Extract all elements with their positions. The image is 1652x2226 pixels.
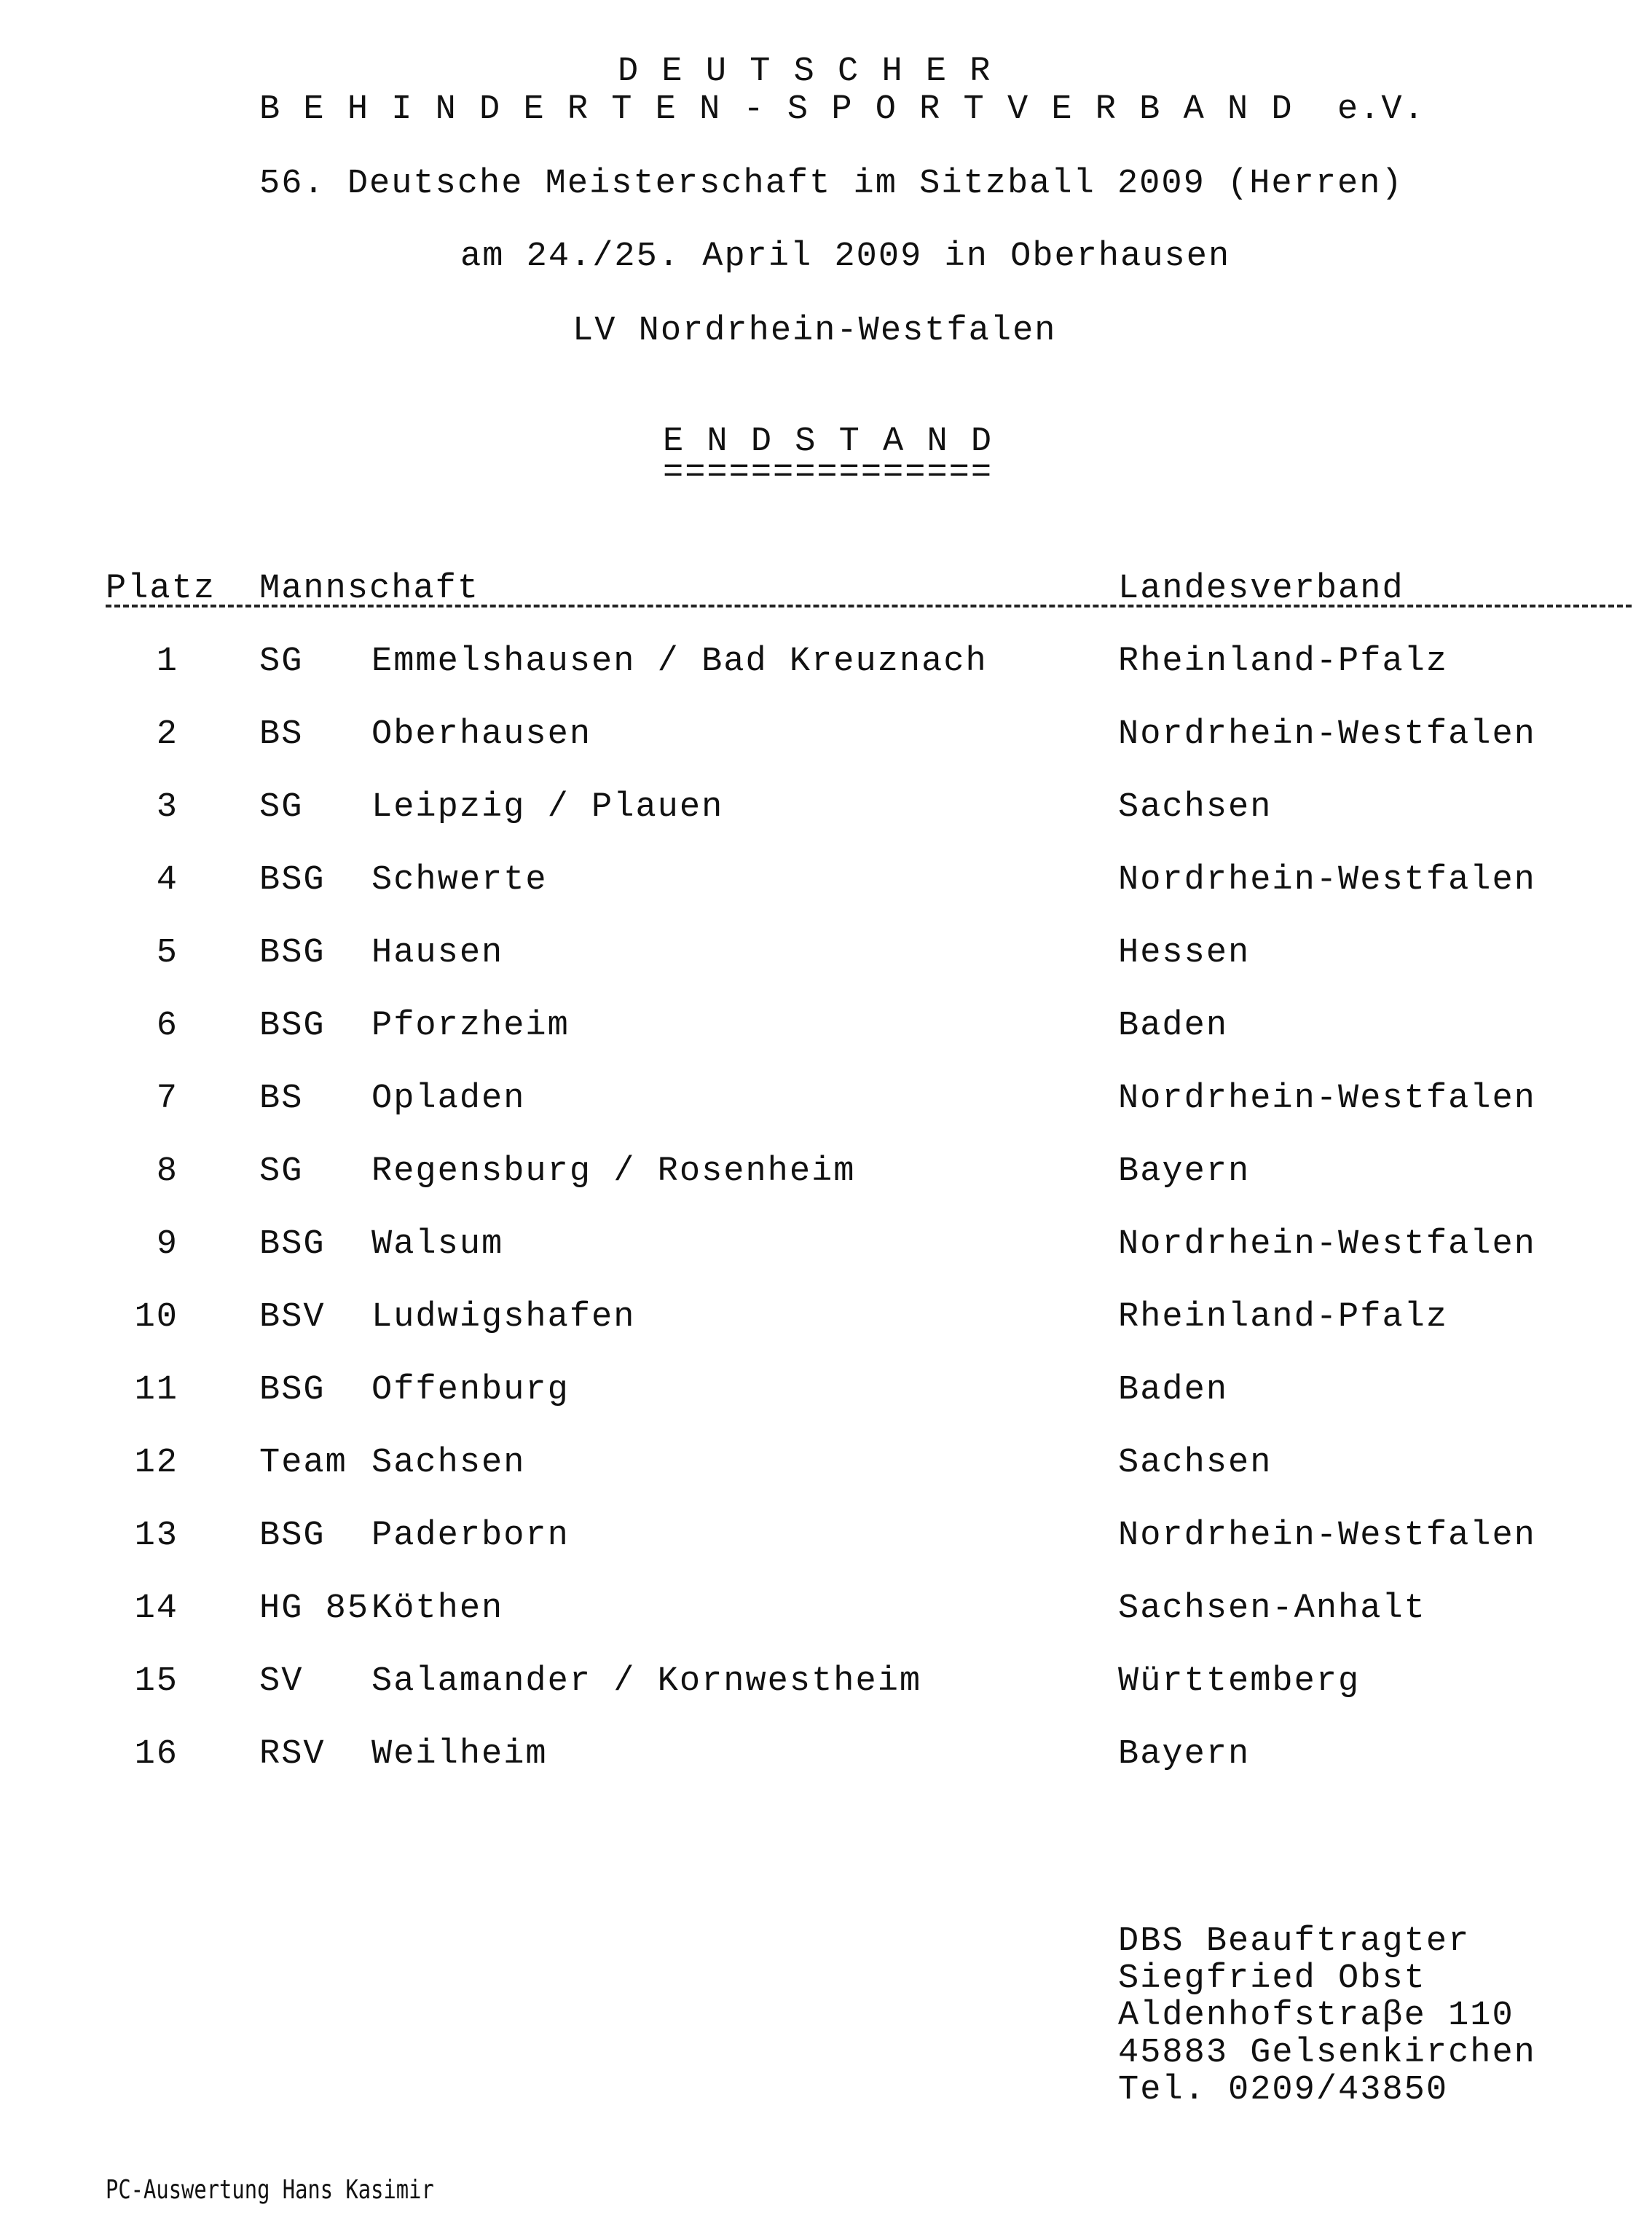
row-club-type: BSG: [259, 934, 326, 972]
table-row: [0, 715, 1652, 759]
table-row: [0, 1662, 1652, 1706]
table-row: [0, 788, 1652, 832]
row-platz: 9: [156, 1225, 178, 1264]
row-landesverband: Nordrhein-Westfalen: [1118, 1079, 1536, 1118]
row-landesverband: Hessen: [1118, 934, 1251, 972]
row-platz: 12: [134, 1444, 178, 1482]
footer-note: PC-Auswertung Hans Kasimir: [106, 2175, 434, 2205]
row-club-type: SG: [259, 1152, 304, 1191]
row-landesverband: Sachsen-Anhalt: [1118, 1589, 1426, 1628]
row-platz: 7: [156, 1079, 178, 1118]
signature-line-5: Tel. 0209/43850: [1118, 2071, 1449, 2109]
row-platz: 16: [134, 1735, 178, 1774]
row-platz: 8: [156, 1152, 178, 1191]
row-club-type: Team: [259, 1444, 347, 1482]
table-row: [0, 1007, 1652, 1050]
row-platz: 3: [156, 788, 178, 827]
table-row: [0, 934, 1652, 978]
row-club-type: BSG: [259, 1371, 326, 1409]
table-row: [0, 1079, 1652, 1123]
header-line-2: B E H I N D E R T E N - S P O R T V E R B A N D e.V.: [259, 90, 1425, 129]
column-header-platz: Platz: [106, 570, 216, 608]
row-platz: 14: [134, 1589, 178, 1628]
row-team-name: Offenburg: [371, 1371, 570, 1409]
row-landesverband: Nordrhein-Westfalen: [1118, 715, 1536, 754]
row-team-name: Hausen: [371, 934, 504, 972]
row-team-name: Ludwigshafen: [371, 1298, 636, 1337]
page-title: E N D S T A N D: [663, 422, 994, 461]
row-club-type: SV: [259, 1662, 304, 1701]
row-team-name: Emmelshausen / Bad Kreuznach: [371, 642, 988, 681]
row-team-name: Opladen: [371, 1079, 526, 1118]
row-club-type: SG: [259, 642, 304, 681]
row-team-name: Sachsen: [371, 1444, 526, 1482]
header-line-1: D E U T S C H E R: [618, 52, 992, 91]
table-row: [0, 1371, 1652, 1415]
row-club-type: BS: [259, 1079, 304, 1118]
row-landesverband: Bayern: [1118, 1152, 1251, 1191]
row-landesverband: Baden: [1118, 1007, 1229, 1045]
row-platz: 11: [134, 1371, 178, 1409]
row-platz: 13: [134, 1517, 178, 1555]
table-row: [0, 1589, 1652, 1633]
header-line-4: am 24./25. April 2009 in Oberhausen: [460, 237, 1231, 276]
row-landesverband: Bayern: [1118, 1735, 1251, 1774]
signature-line-2: Siegfried Obst: [1118, 1959, 1426, 1998]
row-platz: 5: [156, 934, 178, 972]
row-landesverband: Sachsen: [1118, 788, 1273, 827]
row-team-name: Pforzheim: [371, 1007, 570, 1045]
row-club-type: BSG: [259, 1225, 326, 1264]
row-club-type: BSG: [259, 1517, 326, 1555]
header-line-3: 56. Deutsche Meisterschaft im Sitzball 2009 (Herren): [259, 165, 1404, 203]
row-club-type: RSV: [259, 1735, 326, 1774]
table-row: [0, 1735, 1652, 1779]
table-row: [0, 1225, 1652, 1269]
row-club-type: BSV: [259, 1298, 326, 1337]
row-platz: 1: [156, 642, 178, 681]
table-row: [0, 1517, 1652, 1560]
row-team-name: Köthen: [371, 1589, 504, 1628]
row-club-type: SG: [259, 788, 304, 827]
row-team-name: Paderborn: [371, 1517, 570, 1555]
row-team-name: Walsum: [371, 1225, 504, 1264]
row-club-type: BSG: [259, 1007, 326, 1045]
column-header-landesverband: Landesverband: [1118, 570, 1404, 608]
row-landesverband: Sachsen: [1118, 1444, 1273, 1482]
signature-line-4: 45883 Gelsenkirchen: [1118, 2034, 1536, 2072]
table-row: [0, 1298, 1652, 1342]
signature-line-1: DBS Beauftragter: [1118, 1922, 1471, 1961]
header-line-5: LV Nordrhein-Westfalen: [573, 312, 1057, 350]
row-landesverband: Württemberg: [1118, 1662, 1361, 1701]
row-club-type: HG 85: [259, 1589, 370, 1628]
row-platz: 10: [134, 1298, 178, 1337]
row-team-name: Oberhausen: [371, 715, 592, 754]
row-landesverband: Baden: [1118, 1371, 1229, 1409]
row-platz: 6: [156, 1007, 178, 1045]
row-landesverband: Rheinland-Pfalz: [1118, 642, 1449, 681]
row-landesverband: Nordrhein-Westfalen: [1118, 861, 1536, 900]
column-header-mannschaft: Mannschaft: [259, 570, 480, 608]
row-club-type: BSG: [259, 861, 326, 900]
title-underline: ===============: [663, 454, 994, 492]
row-platz: 4: [156, 861, 178, 900]
row-team-name: Salamander / Kornwestheim: [371, 1662, 922, 1701]
row-team-name: Leipzig / Plauen: [371, 788, 724, 827]
table-row: [0, 1444, 1652, 1487]
table-row: [0, 642, 1652, 686]
table-row: [0, 1152, 1652, 1196]
row-team-name: Schwerte: [371, 861, 548, 900]
row-team-name: Regensburg / Rosenheim: [371, 1152, 856, 1191]
row-landesverband: Nordrhein-Westfalen: [1118, 1225, 1536, 1264]
table-row: [0, 861, 1652, 905]
signature-line-3: Aldenhofstraβe 110: [1118, 1997, 1514, 2035]
row-platz: 2: [156, 715, 178, 754]
signature-block: [1118, 1923, 1536, 2109]
row-platz: 15: [134, 1662, 178, 1701]
header-divider: [106, 605, 1632, 607]
row-landesverband: Rheinland-Pfalz: [1118, 1298, 1449, 1337]
row-club-type: BS: [259, 715, 304, 754]
row-team-name: Weilheim: [371, 1735, 548, 1774]
row-landesverband: Nordrhein-Westfalen: [1118, 1517, 1536, 1555]
